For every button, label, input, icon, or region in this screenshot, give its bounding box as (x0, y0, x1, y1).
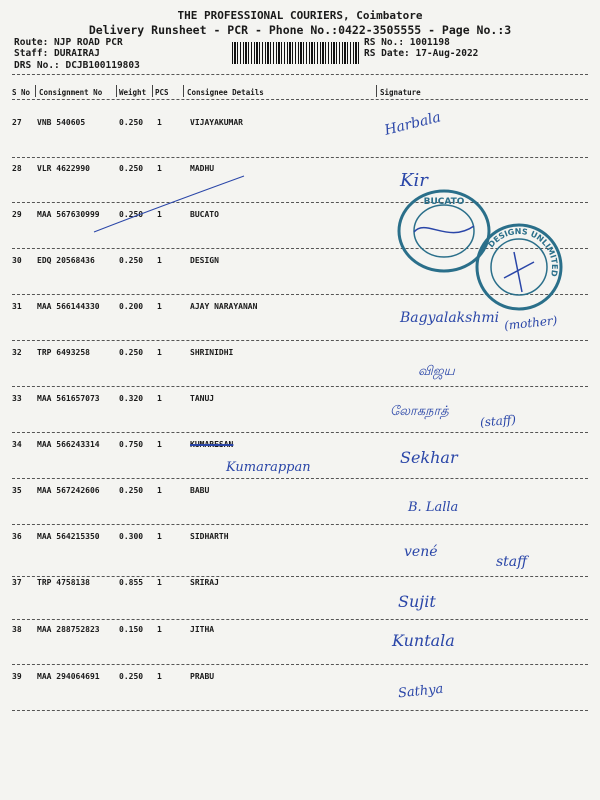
row-consignee: MADHU (190, 164, 215, 173)
runsheet-subtitle: Delivery Runsheet - PCR - Phone No.:0422-3505555 - Page No.:3 (88, 23, 512, 37)
row-rule (12, 340, 588, 341)
row-consignee: TANUJ (190, 394, 215, 403)
row-weight: 0.250 (119, 486, 144, 495)
rs-number: RS No.: 1001198 (364, 37, 450, 48)
row-rule (12, 386, 588, 387)
row-consignment: MAA 566243314 (37, 440, 100, 449)
row-consignment: MAA 567242606 (37, 486, 100, 495)
signature: லோகநாத் (390, 404, 449, 419)
row-consignment: MAA 294064691 (37, 672, 100, 681)
row-pcs: 1 (157, 440, 162, 449)
row-weight: 0.250 (119, 256, 144, 265)
row-consignee: VIJAYAKUMAR (190, 118, 243, 127)
row-consignment: MAA 566144330 (37, 302, 100, 311)
row-consignee: SIDHARTH (190, 532, 229, 541)
col-signature: Signature (380, 88, 421, 97)
drs-number: DRS No.: DCJB100119803 (14, 60, 140, 71)
col-details: Consignee Details (187, 88, 264, 97)
rs-date: RS Date: 17-Aug-2022 (364, 48, 479, 59)
row-pcs: 1 (157, 672, 162, 681)
row-consignee: SRIRAJ (190, 578, 219, 587)
pen-stroke (90, 170, 250, 240)
row-sno: 35 (12, 486, 22, 495)
header-rule (12, 74, 588, 75)
row-weight: 0.300 (119, 532, 144, 541)
signature: Harbala (382, 109, 443, 139)
signature: vené (404, 544, 438, 560)
signature: Kir (400, 170, 428, 191)
row-rule (12, 710, 588, 711)
signature-note: staff (496, 554, 528, 570)
signature: Kuntala (392, 631, 455, 650)
col-consignment: Consignment No (39, 88, 103, 97)
row-consignment: VNB 540605 (37, 118, 86, 127)
row-pcs: 1 (157, 164, 162, 173)
row-consignee: BABU (190, 486, 210, 495)
col-divider (183, 85, 184, 97)
row-pcs: 1 (157, 486, 162, 495)
table-row (0, 578, 600, 622)
row-weight: 0.250 (119, 348, 144, 357)
signature-note: (staff) (479, 412, 517, 430)
row-sno: 29 (12, 210, 22, 219)
row-sno: 39 (12, 672, 22, 681)
col-divider (152, 85, 153, 97)
row-pcs: 1 (157, 394, 162, 403)
row-consignment: TRP 4758138 (37, 578, 90, 587)
row-consignment: MAA 288752823 (37, 625, 100, 634)
row-pcs: 1 (157, 625, 162, 634)
row-weight: 0.250 (119, 210, 144, 219)
signature: B. Lalla (408, 500, 459, 515)
designs-stamp (474, 222, 564, 312)
header-bottom-rule (12, 99, 588, 100)
company-title: THE PROFESSIONAL COURIERS, Coimbatore (177, 9, 423, 22)
row-consignee: SHRINIDHI (190, 348, 234, 357)
row-pcs: 1 (157, 578, 162, 587)
row-sno: 36 (12, 532, 22, 541)
row-consignee: DESIGN (190, 256, 219, 265)
row-rule (12, 478, 588, 479)
route-label: Route: NJP ROAD PCR (14, 37, 123, 48)
col-pcs: PCS (155, 88, 169, 97)
row-pcs: 1 (157, 302, 162, 311)
row-pcs: 1 (157, 210, 162, 219)
row-sno: 38 (12, 625, 22, 634)
row-sno: 34 (12, 440, 22, 449)
signature: விஜய (418, 364, 455, 379)
barcode (232, 42, 360, 64)
table-row (0, 532, 600, 576)
row-sno: 27 (12, 118, 22, 127)
row-sno: 37 (12, 578, 22, 587)
col-weight: Weight (119, 88, 147, 97)
row-consignee: JITHA (190, 625, 215, 634)
row-weight: 0.855 (119, 578, 144, 587)
table-row (0, 109, 600, 162)
signature-note: (mother) (503, 313, 558, 333)
signature: Sekhar (400, 448, 458, 467)
row-consignment: EDQ 20568436 (37, 256, 95, 265)
row-weight: 0.750 (119, 440, 144, 449)
signature: Sathya (397, 681, 445, 702)
row-rule (12, 432, 588, 433)
staff-label: Staff: DURAIRAJ (14, 48, 100, 59)
row-pcs: 1 (157, 348, 162, 357)
row-consignee: BUCATO (190, 210, 219, 219)
row-consignment: MAA 561657073 (37, 394, 100, 403)
row-sno: 33 (12, 394, 22, 403)
row-rule (12, 664, 588, 665)
row-weight: 0.150 (119, 625, 144, 634)
row-consignment: VLR 4622990 (37, 164, 90, 173)
row-pcs: 1 (157, 256, 162, 265)
col-divider (376, 85, 377, 97)
row-sno: 31 (12, 302, 22, 311)
designs-stamp-text: DESIGNS UNLIMITED (486, 226, 560, 278)
row-sno: 30 (12, 256, 22, 265)
row-weight: 0.250 (119, 672, 144, 681)
row-consignee: AJAY NARAYANAN (190, 302, 258, 311)
row-pcs: 1 (157, 118, 162, 127)
row-consignment: MAA 567630999 (37, 210, 100, 219)
row-consignee: PRABU (190, 672, 215, 681)
col-sno: S No (12, 88, 31, 97)
row-rule (12, 619, 588, 620)
row-consignee: KUMARESAN (190, 440, 234, 449)
col-divider (116, 85, 117, 97)
table-row (0, 625, 600, 669)
row-weight: 0.250 (119, 118, 144, 127)
row-rule (12, 157, 588, 158)
row-rule (12, 576, 588, 577)
row-rule (12, 524, 588, 525)
row-pcs: 1 (157, 532, 162, 541)
signature: Bagyalakshmi (400, 310, 500, 326)
row-consignment: TRP 6493258 (37, 348, 90, 357)
bucato-stamp-text: BUCATO (423, 197, 465, 207)
row-weight: 0.320 (119, 394, 144, 403)
row-consignment: MAA 564215350 (37, 532, 100, 541)
row-weight: 0.250 (119, 164, 144, 173)
col-divider (35, 85, 36, 97)
row-sno: 32 (12, 348, 22, 357)
row-sno: 28 (12, 164, 22, 173)
consignee-correction: Kumarappan (226, 460, 311, 475)
signature: Sujit (398, 592, 436, 611)
row-weight: 0.200 (119, 302, 144, 311)
